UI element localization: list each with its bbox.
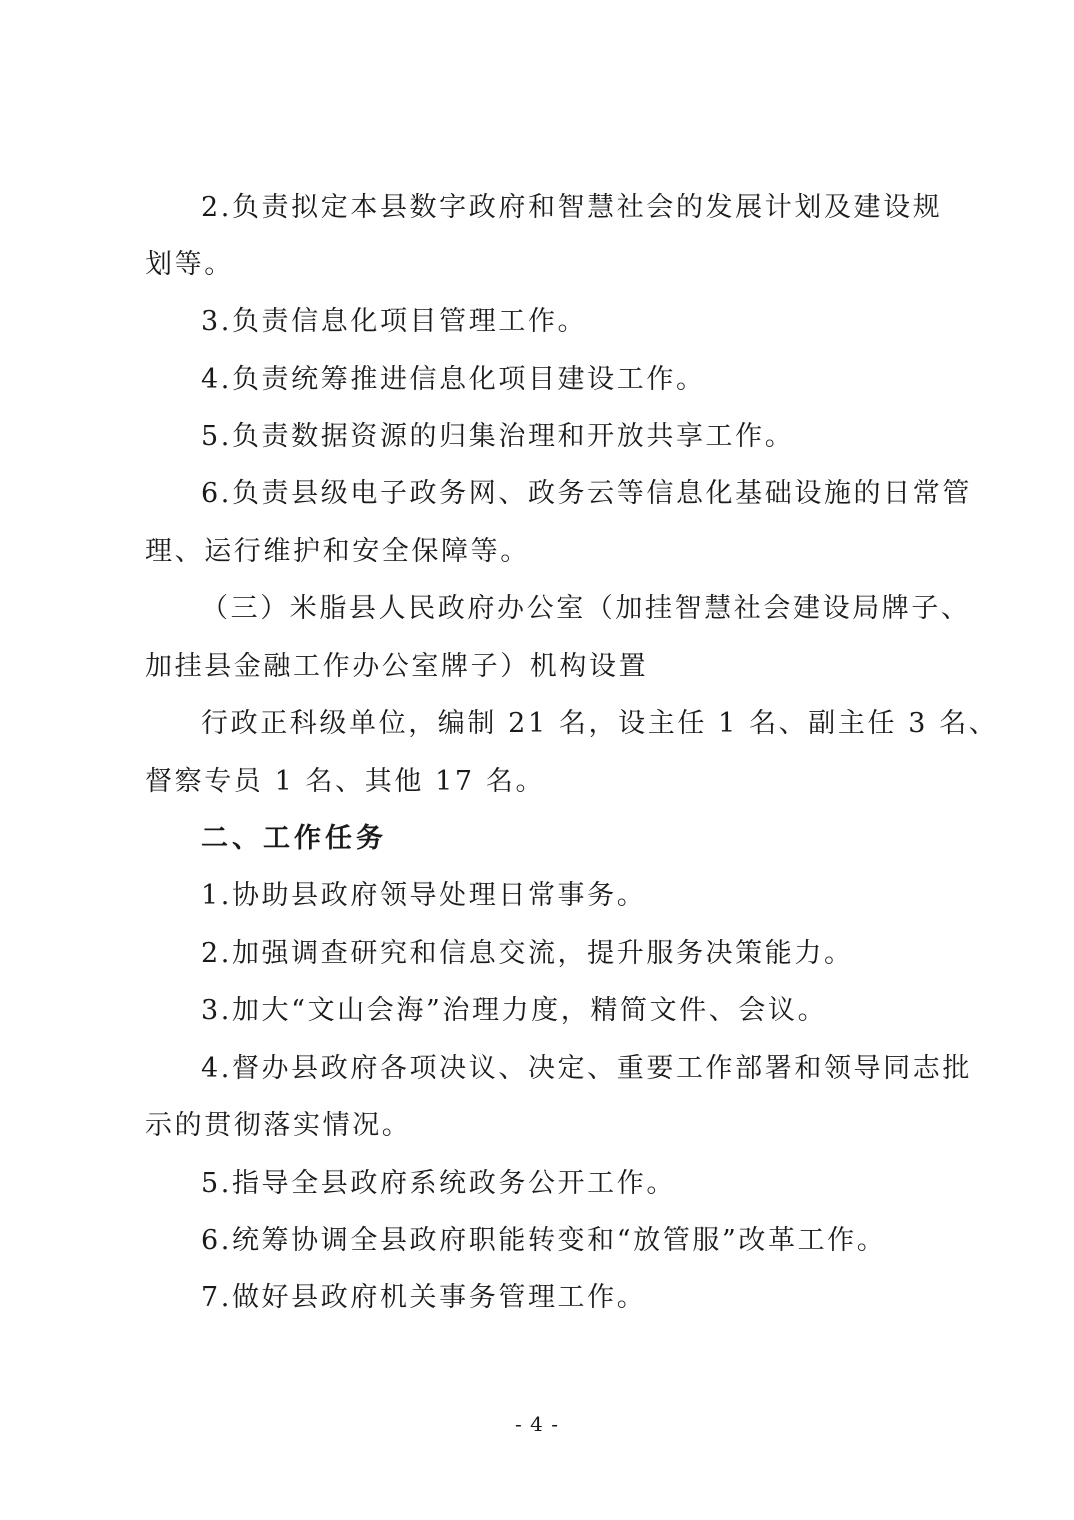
page-number: - 4 - (515, 1412, 559, 1436)
paragraph-line: 4.督办县政府各项决议、决定、重要工作部署和领导同志批 (201, 1053, 972, 1084)
paragraph-line: 行政正科级单位，编制 21 名，设主任 1 名、副主任 3 名、 (201, 708, 999, 739)
section-heading: 二、工作任务 (201, 823, 387, 854)
paragraph-line: 3.加大“文山会海”治理力度，精简文件、会议。 (201, 995, 828, 1026)
paragraph-line: 5.指导全县政府系统政务公开工作。 (201, 1168, 676, 1199)
paragraph-line: 理、运行维护和安全保障等。 (145, 536, 530, 567)
paragraph-line: 6.统筹协调全县政府职能转变和“放管服”改革工作。 (201, 1225, 887, 1256)
paragraph-line: 5.负责数据资源的归集治理和开放共享工作。 (201, 421, 795, 452)
paragraph-line: 6.负责县级电子政务网、政务云等信息化基础设施的日常管 (201, 478, 972, 509)
section-title-line: （三）米脂县人民政府办公室（加挂智慧社会建设局牌子、 (201, 593, 971, 624)
paragraph-line: 2.负责拟定本县数字政府和智慧社会的发展计划及建设规 (201, 192, 943, 223)
section-title-line: 加挂县金融工作办公室牌子）机构设置 (145, 651, 649, 682)
paragraph-line: 2.加强调查研究和信息交流，提升服务决策能力。 (201, 938, 854, 969)
paragraph-line: 3.负责信息化项目管理工作。 (201, 306, 588, 337)
paragraph-line: 示的贯彻落实情况。 (145, 1110, 412, 1141)
paragraph-line: 督察专员 1 名、其他 17 名。 (145, 766, 546, 797)
paragraph-line: 7.做好县政府机关事务管理工作。 (201, 1282, 647, 1313)
paragraph-line: 划等。 (145, 249, 234, 280)
paragraph-line: 1.协助县政府领导处理日常事务。 (201, 880, 647, 911)
paragraph-line: 4.负责统筹推进信息化项目建设工作。 (201, 364, 706, 395)
